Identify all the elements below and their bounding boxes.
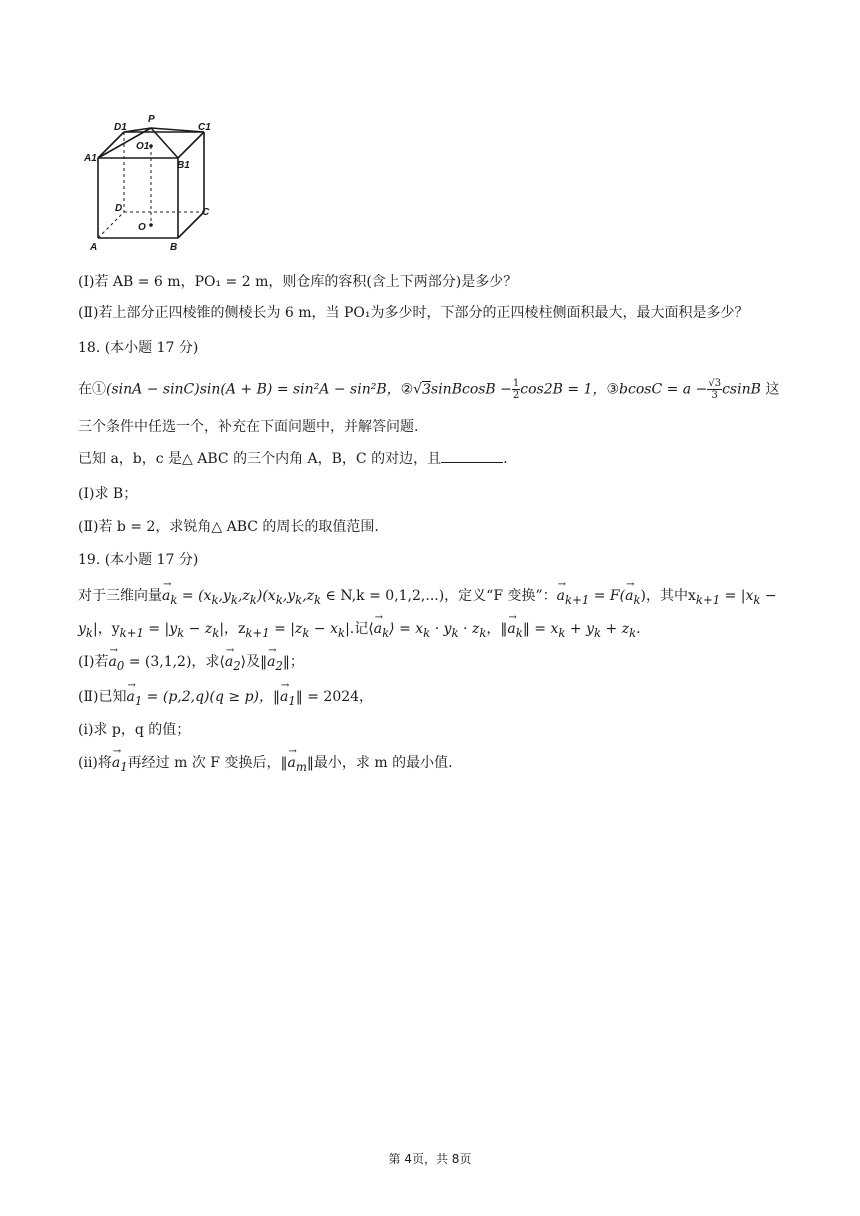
- q18-part1: (Ⅰ)求 B；: [78, 486, 138, 502]
- q18-cond3-number: ③: [606, 381, 620, 398]
- q18-cond2-c: cos2B = 1，: [520, 381, 607, 398]
- q18-cond3-a: bcosC = a −: [619, 381, 708, 398]
- label-P: P: [148, 114, 155, 125]
- q18-cond2-b: sinBcosB −: [431, 381, 512, 398]
- label-D1: D1: [114, 122, 127, 133]
- q18-cond1: (sinA − sinC)sin(A + B) = sin²A − sin²B，: [106, 381, 401, 398]
- label-C1: C1: [198, 122, 211, 133]
- q17-part2: (Ⅱ)若上部分正四棱锥的侧棱长为 6 m，当 PO₁为多少时，下部分的正四棱柱侧面积最大，最大面积是多少？: [78, 305, 749, 321]
- q19-part2: (Ⅱ)已知→ $a_1 = (p,2,q)(q \ge p)$，‖→ $a_1‖ = 2024$，: [78, 687, 373, 711]
- q19-part1: (Ⅰ)若→ $a_0 = (3,1,2)$，求⟨→ $a_2⟩$及‖→ $a_2‖$；: [78, 652, 304, 676]
- q18-line2: 三个条件中任选一个，补充在下面问题中，并解答问题.: [78, 419, 419, 435]
- q17-part1: (Ⅰ)若 AB = 6 m，PO₁ = 2 m，则仓库的容积(含上下两部分)是多少？: [78, 274, 518, 290]
- q18-cond3-frac: $\frac{√3}{3}$: [708, 378, 722, 401]
- q18-cond3-b: csinB: [722, 381, 761, 398]
- q18-cond-intro: 在: [78, 381, 92, 398]
- q19-line2: $y_k|$，$y_{k+1} = |y_k - z_k|$，$z_{k+1} = |z_k - x_k|$.记⟨→ $a_k⟩ = x_k \cdot y_k \cdot z_k$，‖→ $a_k‖ = x_k + y_k + z_k$.: [78, 619, 641, 643]
- label-B: B: [170, 242, 178, 253]
- label-D: D: [115, 203, 123, 214]
- q18-cond2-number: ②: [400, 381, 414, 398]
- label-A1: A1: [84, 153, 97, 164]
- q18-part2: (Ⅱ)若 b = 2，求锐角△ ABC 的周长的取值范围.: [78, 519, 379, 535]
- label-A: A: [90, 242, 98, 253]
- q18-line3-text: 已知 a，b，c 是△ ABC 的三个内角 A，B，C 的对边，且: [78, 451, 442, 467]
- label-O: O: [138, 222, 146, 233]
- q18-conditions: [78, 378, 779, 401]
- q18-cond2-frac: $\frac{1}{2}$: [512, 378, 520, 401]
- q19-part2-i: (ⅰ)求 p，q 的值；: [78, 722, 191, 738]
- q19-line1: 对于三维向量→ $a_k = (x_k,y_k,z_k)(x_k,y_k,z_k$ ∈ N,k = 0,1,2,...)，定义“F 变换”：→ $a_{k+1} = F(\to a_k)$，其中$x_{k+1} = |x_k$ −: [78, 586, 777, 610]
- page-footer: 第 4页，共 8页: [388, 1152, 472, 1166]
- label-C: C: [202, 207, 210, 218]
- q18-cond-tail: 这: [765, 381, 780, 398]
- q19-part2-ii: (ⅱ)将→ $a_1$再经过 m 次 F 变换后，‖→ $a_m‖$最小，求 m 的最小值.: [78, 753, 453, 777]
- q18-cond2-sqrt: √3: [413, 381, 432, 398]
- prism-pyramid-figure: [78, 108, 228, 258]
- label-B1: B1: [177, 160, 190, 171]
- q18-cond1-number: ①: [92, 381, 106, 398]
- q18-header: 18. (本小题 17 分): [78, 340, 199, 356]
- q18-line3: 已知 a，b，c 是△ ABC 的三个内角 A，B，C 的对边，且 .: [78, 451, 508, 467]
- label-O1: O1: [136, 141, 150, 152]
- q19-header: 19. (本小题 17 分): [78, 552, 199, 568]
- answer-blank: [441, 449, 503, 463]
